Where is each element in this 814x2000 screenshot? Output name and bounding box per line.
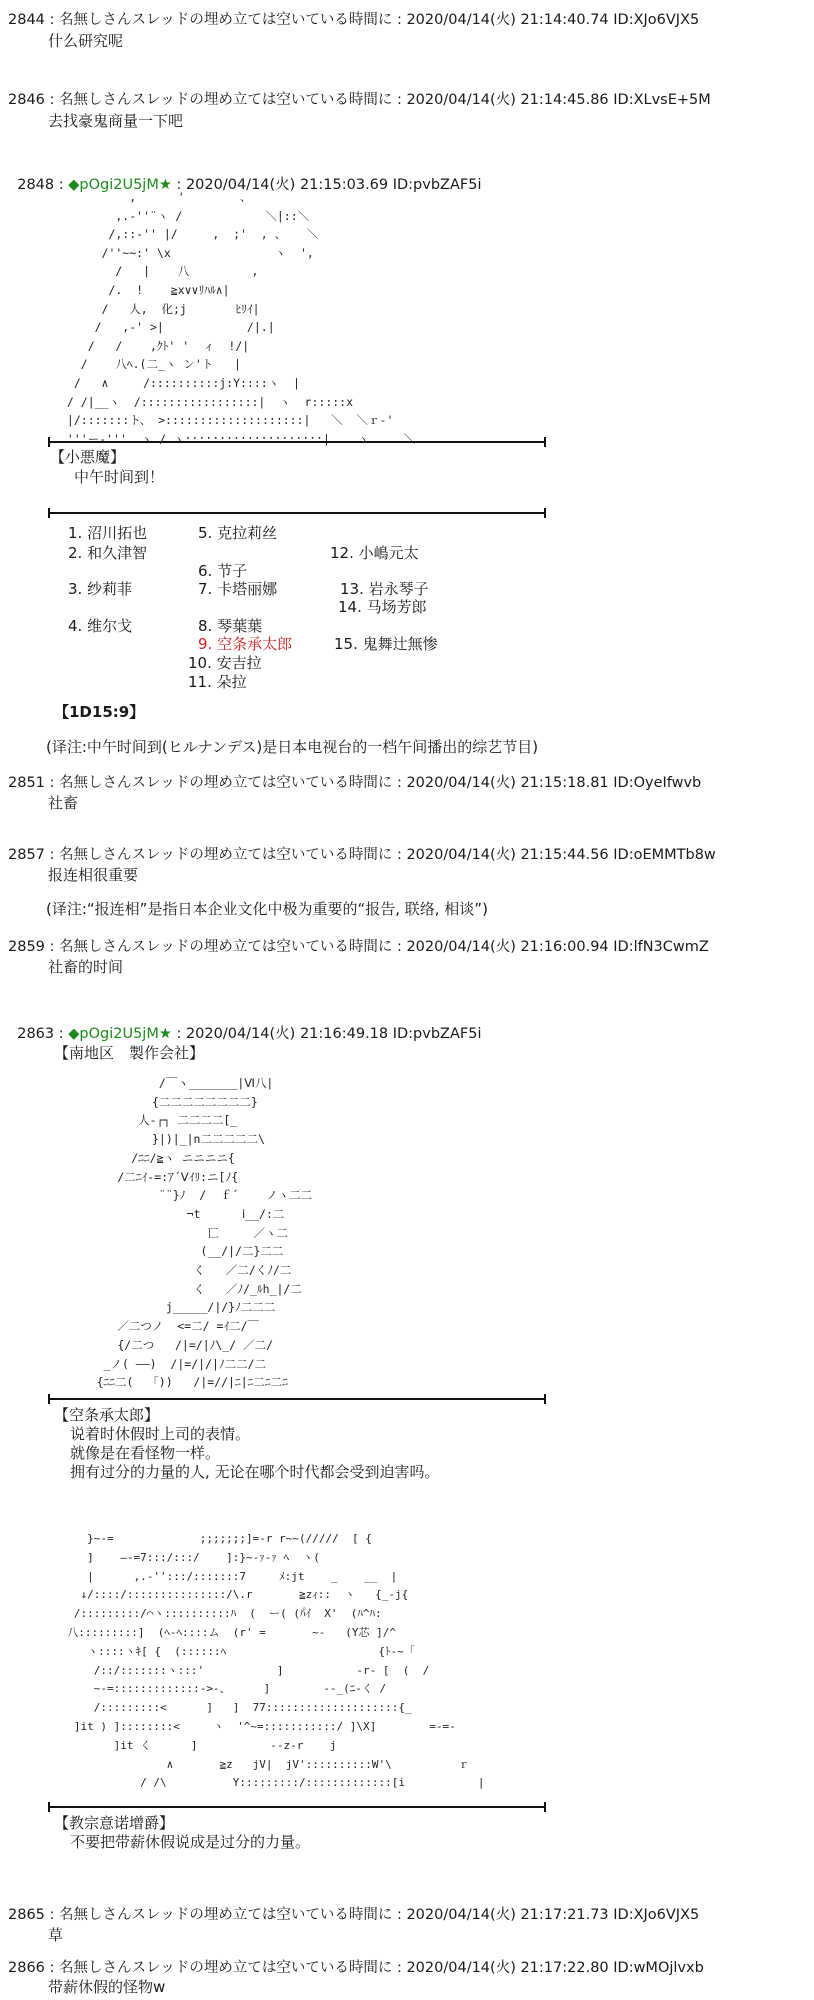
star-icon: ★ [158, 176, 172, 193]
post-header: 2859 : 名無しさんスレッドの埋め立ては空いている時間に : 2020/04/14(火) 21:16:00.94 ID:lfN3CwmZ [8, 939, 709, 955]
list-item-selected: 9. 空条承太郎 [198, 635, 293, 653]
post-header: 2865 : 名無しさんスレッドの埋め立ては空いている時間に : 2020/04/14(火) 21:17:21.73 ID:XJo6VJX5 [8, 1907, 700, 1923]
post-number: 2863 : [17, 1025, 69, 1042]
dialogue-line: 不要把带薪休假说成是过分的力量。 [70, 1833, 311, 1851]
list-item: 15. 鬼舞辻無惨 [334, 635, 438, 653]
post-body: 带薪休假的怪物w [48, 1978, 166, 1996]
dialogue-line: 拥有过分的力量的人, 无论在哪个时代都会受到迫害吗。 [70, 1463, 440, 1481]
divider [48, 1398, 546, 1400]
list-item: 12. 小嶋元太 [330, 544, 419, 562]
location-label: 【南地区 製作会社】 [54, 1044, 205, 1062]
post-body: 社畜的时间 [48, 958, 124, 976]
list-item: 3. 纱莉菲 [68, 580, 133, 598]
post-meta: : 2020/04/14(火) 21:16:49.18 ID:pvbZAF5i [171, 1025, 482, 1042]
list-item: 5. 克拉莉丝 [198, 524, 278, 542]
post-header: 2846 : 名無しさんスレッドの埋め立ては空いている時間に : 2020/04/14(火) 21:14:45.86 ID:XLvsE+5M [8, 92, 711, 108]
list-item: 13. 岩永琴子 [340, 580, 429, 598]
post-body: 什么研究呢 [48, 32, 124, 50]
divider [48, 1806, 546, 1808]
post-header: 2866 : 名無しさんスレッドの埋め立ては空いている時間に : 2020/04/14(火) 21:17:22.80 ID:wMOjlvxb [8, 1960, 704, 1976]
post-meta: : 2020/04/14(火) 21:15:03.69 ID:pvbZAF5i [171, 176, 482, 193]
post-body: 草 [48, 1926, 64, 1944]
ascii-art-koakuma: , ' 、 ,.-''¨ヽ / ＼|::＼ /,::-'' |/ , ;' , 、 ＼ /''~~:' \x ヽ ', / | 八 , /. ! ≧x∨∨ﾘﾊﾙ∧| / 人, 化;j ﾋﾘｲ| / ,-' >| /|.| / / ,ｸﾄ' ' ィ !/| / 八ﾍ.(二_ヽ ン'ト | / ∧ /::::::::::j:Y::::ヽ | / /|__ヽ /:::::::::::::::::| ヽ r:::::x |/:::::::ト、 >::::::::::::::::::::| ＼ ＼ｒ-' '''ー‐''' ヽ / ヽ::::::::::::::::::::| ヽ ＼ [66, 190, 416, 446]
list-item: 14. 马场芳郎 [338, 598, 427, 616]
list-item: 7. 卡塔丽娜 [198, 580, 278, 598]
list-item: 4. 维尔戈 [68, 617, 133, 635]
list-item: 6. 节子 [198, 562, 248, 580]
speaker-label: 【小悪魔】 [50, 448, 126, 466]
post-header [8, 1012, 482, 1041]
list-item: 2. 和久津智 [68, 544, 148, 562]
divider [48, 441, 546, 443]
translator-note: (译注:中午时间到(ヒルナンデス)是日本电视台的一档午间播出的综艺节目) [46, 738, 539, 756]
list-item: 10. 安吉拉 [188, 654, 262, 672]
speaker-label: 【空条承太郎】 [54, 1406, 160, 1424]
translator-note: (译注:“报连相”是指日本企业文化中极为重要的“报告, 联络, 相谈”) [46, 900, 488, 918]
dice-roll: 【1D15:9】 [54, 703, 145, 721]
dialogue-line: 中午时间到！ [74, 468, 165, 486]
post-header: 2857 : 名無しさんスレッドの埋め立ては空いている時間に : 2020/04/14(火) 21:15:44.56 ID:oEMMTb8w [8, 847, 716, 863]
dialogue-line: 说着时休假时上司的表情。 [70, 1425, 251, 1443]
divider [48, 512, 546, 514]
post-header: 2844 : 名無しさんスレッドの埋め立ては空いている時間に : 2020/04/14(火) 21:14:40.74 ID:XJo6VJX5 [8, 12, 700, 28]
post-body: 报连相很重要 [48, 866, 139, 884]
list-item: 1. 沼川拓也 [68, 524, 148, 542]
speaker-label: 【教宗意诺增爵】 [54, 1814, 175, 1832]
post-number: 2848 : [17, 176, 69, 193]
post-header: 2851 : 名無しさんスレッドの埋め立ては空いている時間に : 2020/04/14(火) 21:15:18.81 ID:OyeIfwvb [8, 775, 702, 791]
post-body: 去找豪鬼商量一下吧 [48, 112, 184, 130]
star-icon: ★ [158, 1025, 172, 1042]
ascii-art-jotaro: /￣ヽ_______|Ⅵ八| {二二二二二二二二} 人‐┌┐ 二二二二[_ }|)|_|n二二二二二\ /ﾆﾆ/≧ヽ ニニニニ{ /二ﾆｲ-=:ｱ´Ⅴｲﾘ:ニ[ﾉ{ ¨¨}ﾉ / ｆ´ ノヽ二二 ¬t ⅰ__/:二 匸 ／ヽ二 (__/|/二}二二 く ／二/くﾉ/二 く ／ﾉ/_ﾙh_|/二 j_____/|/}ﾉ二二二 ／二つノ <=二/ =ｲ二/￣ {/二つ /|=/|ﾉ\_/ ／二/ _ノ( ――) /|=/|/|ﾉ二二/二 {ﾆﾆ二( 「)) /|=//|ﾆ|ﾆ二ﾆ二ﾆ [96, 1076, 313, 1390]
ascii-art-pope: }~-= ;;;;;;;]=-r r~~(///// [ { ] ―-=7:::/:::/ ]:}~‐ｧ‐ｧ ﾍ ヽ( | ,.-'':::/:::::::7 ﾒ:jt _ __ | ↓/::::/:::::::::::::::/\.r ≧zｨ:: ヽ {_-j{ /:::::::::/⌒ヽ::::::::::ﾊ ( ー( (ﾊ゚ｲ X' (ﾊ^ﾊ: 八:::::::::] (ﾍ-ﾍ::::ム (r' = ~- (Y芯 ]/^ ヽ::::ヽｷ[ { (::::::ﾍ {ﾄ-~「 /::/:::::::ヽ:::' ] ‐r- [ ( / ~-=:::::::::::::->-、 ] --_(ﾆ-く / /:::::::::< ] ] 77::::::::::::::::::::{_ ]it ) ]::::::::< ヽ '^~=:::::::::::/ ]\X] =-=- ]it く ] --z-r j ∧ ≧z jV| jV'::::::::::W'\ ｒ / /\ Y:::::::::/:::::::::::::[i | [67, 1532, 485, 1790]
list-item: 11. 朵拉 [188, 673, 247, 691]
tripcode-link[interactable]: ◆pOgi2U5jM [68, 1025, 159, 1042]
tripcode-link[interactable]: ◆pOgi2U5jM [68, 176, 159, 193]
post-body: 社畜 [48, 794, 79, 812]
list-item: 8. 琴葉葉 [198, 617, 263, 635]
dialogue-line: 就像是在看怪物一样。 [70, 1444, 221, 1462]
